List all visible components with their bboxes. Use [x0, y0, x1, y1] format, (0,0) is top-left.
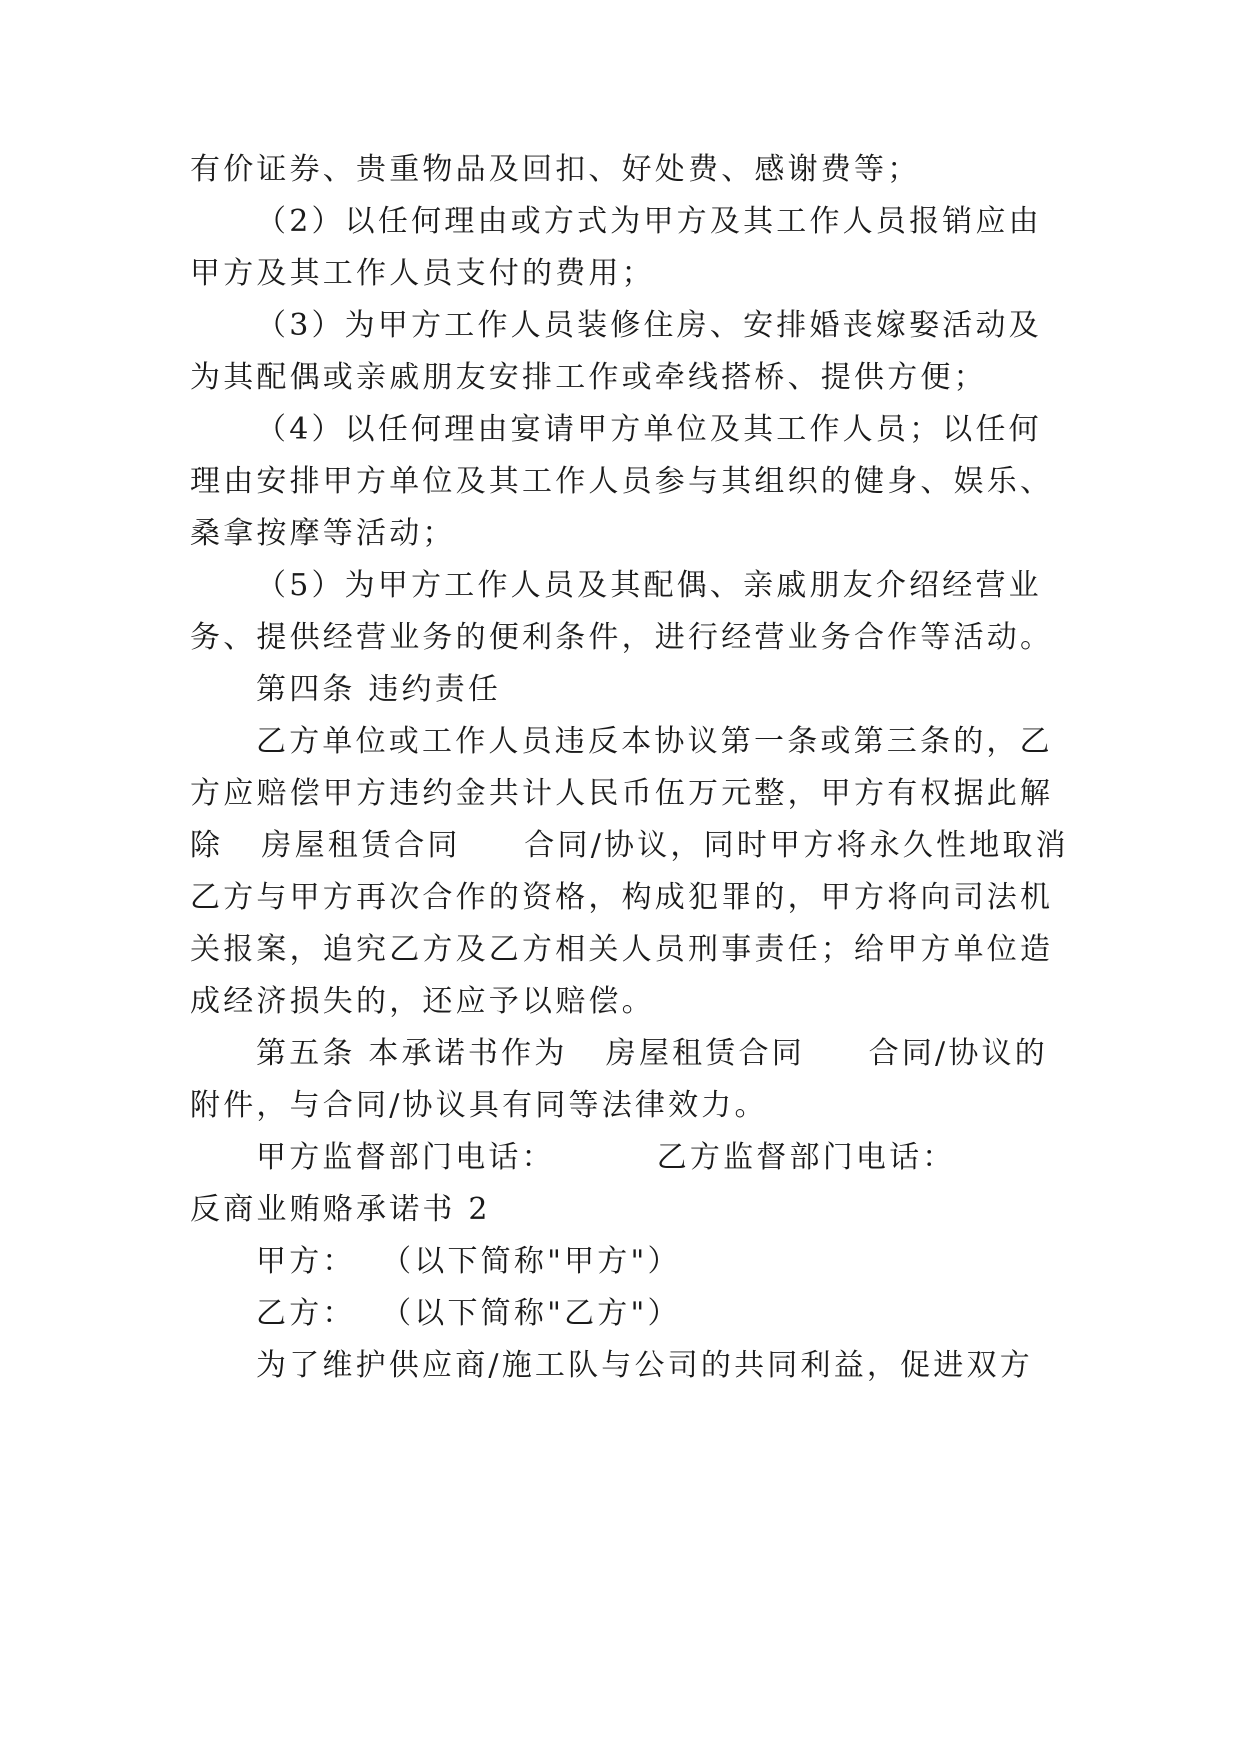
text-line: 为了维护供应商/施工队与公司的共同利益，促进双方 — [256, 1348, 1033, 1383]
text-line: 理由安排甲方单位及其工作人员参与其组织的健身、娱乐、 — [190, 464, 1054, 499]
text-line: （4）以任何理由宴请甲方单位及其工作人员；以任何 — [256, 412, 1042, 447]
text-line: 乙方与甲方再次合作的资格，构成犯罪的，甲方将向司法机 — [190, 880, 1054, 915]
document-title: 反商业贿赂承诺书 2 — [190, 1192, 491, 1227]
text-line: （5）为甲方工作人员及其配偶、亲戚朋友介绍经营业 — [256, 568, 1042, 603]
party-a-line: 甲方： （以下简称"甲方"） — [256, 1244, 681, 1279]
text-line: 桑拿按摩等活动； — [190, 516, 456, 551]
text-line: 附件，与合同/协议具有同等法律效力。 — [190, 1088, 768, 1123]
party-b-line: 乙方： （以下简称"乙方"） — [256, 1296, 681, 1331]
text-line: 有价证券、贵重物品及回扣、好处费、感谢费等； — [190, 152, 921, 187]
contact-line: 甲方监督部门电话： 乙方监督部门电话： — [256, 1140, 956, 1175]
text-line: 除 房屋租赁合同 合同/协议，同时甲方将永久性地取消 — [190, 828, 1069, 863]
text-line: 务、提供经营业务的便利条件，进行经营业务合作等活动。 — [190, 620, 1054, 655]
text-line: 方应赔偿甲方违约金共计人民币伍万元整，甲方有权据此解 — [190, 776, 1054, 811]
text-line: 为其配偶或亲戚朋友安排工作或牵线搭桥、提供方便； — [190, 360, 987, 395]
text-line: （2）以任何理由或方式为甲方及其工作人员报销应由 — [256, 204, 1042, 239]
section-heading: 第四条 违约责任 — [256, 672, 502, 707]
text-line: 第五条 本承诺书作为 房屋租赁合同 合同/协议的 — [256, 1036, 1048, 1071]
text-line: 成经济损失的，还应予以赔偿。 — [190, 984, 655, 1019]
text-line: 乙方单位或工作人员违反本协议第一条或第三条的，乙 — [256, 724, 1053, 759]
text-line: 关报案，追究乙方及乙方相关人员刑事责任；给甲方单位造 — [190, 932, 1054, 967]
text-line: （3）为甲方工作人员装修住房、安排婚丧嫁娶活动及 — [256, 308, 1042, 343]
text-line: 甲方及其工作人员支付的费用； — [190, 256, 655, 291]
